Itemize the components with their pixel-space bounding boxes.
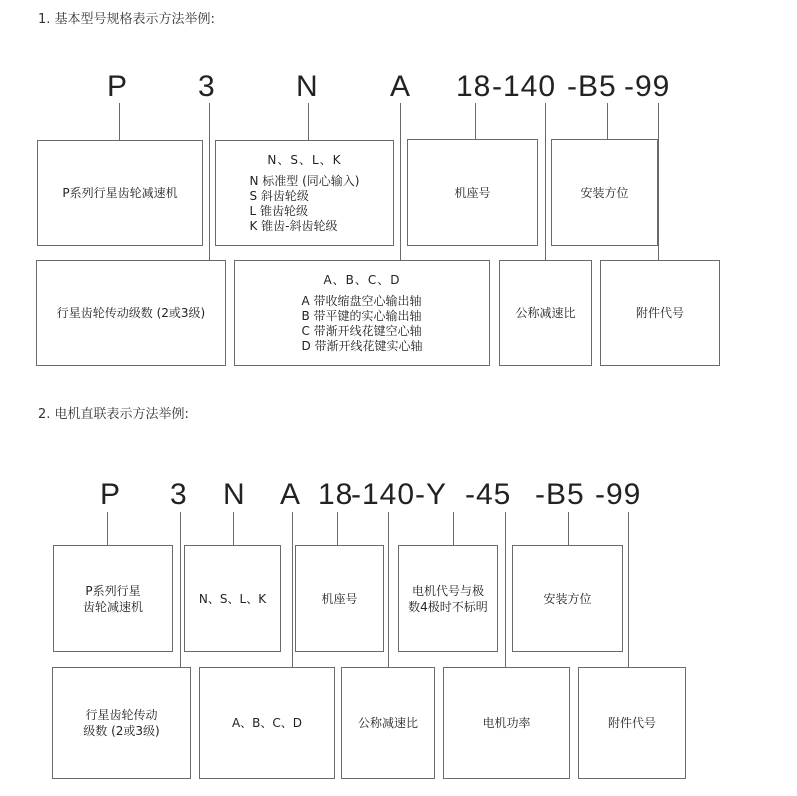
box2-power (443, 667, 570, 779)
code1-acc: -99 (624, 70, 671, 103)
box2-motor-line: 数4极时不标明 (408, 599, 488, 614)
connector-line (388, 512, 389, 667)
connector-line (453, 512, 454, 545)
connector-line (607, 103, 608, 139)
box-acc (600, 260, 720, 366)
box2-motor-line: 电机代号与极 (411, 583, 484, 598)
code2-stage: 3 (170, 478, 188, 511)
abcd-line: B 带平键的实心输出轴 (301, 309, 422, 323)
box-frame (407, 139, 538, 246)
code2-power: -45 (465, 478, 512, 511)
box-stages (36, 260, 226, 366)
box2-frame-label: 机座号 (321, 591, 358, 606)
box-type-nslk (215, 140, 394, 246)
code1-stage: 3 (198, 70, 216, 103)
box2-series (53, 545, 173, 652)
box-stages-label: 行星齿轮传动级数 (2或3级) (56, 306, 206, 320)
connector-line (107, 512, 108, 545)
box2-stages (52, 667, 191, 779)
code2-mount: -B5 (535, 478, 585, 511)
section2-heading: 2. 电机直联表示方法举例: (38, 407, 189, 422)
connector-line (119, 103, 120, 140)
box-mount-label: 安装方位 (580, 185, 629, 200)
connector-line (209, 103, 210, 260)
connector-line (337, 512, 338, 545)
box2-shaft-abcd (199, 667, 335, 779)
box2-power-label: 电机功率 (482, 716, 531, 730)
section1-heading: 1. 基本型号规格表示方法举例: (38, 12, 215, 27)
box-acc-label: 附件代号 (635, 306, 684, 320)
code1-ratio: -140 (492, 70, 557, 103)
nslk-line: N 标准型 (同心输入) (249, 174, 360, 188)
code2-p: P (100, 478, 122, 511)
box-series (37, 140, 203, 246)
code1-shaft: A (390, 70, 412, 103)
connector-line (475, 103, 476, 139)
abcd-title: A、B、C、D (323, 273, 401, 287)
nslk-line: K 锥齿-斜齿轮级 (249, 219, 338, 233)
nslk-title: N、S、L、K (267, 153, 342, 167)
box2-stages-line: 行星齿轮传动 (85, 708, 158, 722)
box2-ratio-label: 公称减速比 (357, 716, 418, 730)
connector-line (308, 103, 309, 140)
abcd-line: A 带收缩盘空心输出轴 (301, 294, 422, 308)
code2-acc: -99 (595, 478, 642, 511)
box-ratio-label: 公称减速比 (515, 306, 576, 320)
box2-type-nslk (184, 545, 281, 652)
connector-line (292, 512, 293, 667)
code1-type: N (296, 70, 319, 103)
box2-series-line: P系列行星 (85, 583, 141, 598)
abcd-line: D 带渐开线花键实心轴 (301, 339, 423, 353)
code2-motor: -Y (415, 478, 447, 511)
connector-line (400, 103, 401, 260)
code1-frame: 18 (456, 70, 492, 103)
code2-type: N (223, 478, 246, 511)
code2-frame: 18 (318, 478, 354, 511)
box2-mount-label: 安装方位 (543, 591, 592, 606)
box2-acc-label: 附件代号 (607, 716, 656, 730)
connector-line (545, 103, 546, 260)
connector-line (658, 103, 659, 260)
code2-shaft: A (280, 478, 302, 511)
abcd-line: C 带渐开线花键空心轴 (301, 324, 422, 338)
connector-line (505, 512, 506, 667)
connector-line (233, 512, 234, 545)
connector-line (180, 512, 181, 667)
code1-mount: -B5 (567, 70, 617, 103)
box2-stages-line: 级数 (2或3级) (83, 724, 160, 738)
box2-abcd-label: A、B、C、D (231, 716, 303, 730)
connector-line (628, 512, 629, 667)
box2-frame (295, 545, 384, 652)
box2-series-line: 齿轮减速机 (82, 599, 143, 614)
box-ratio (499, 260, 592, 366)
box-frame-label: 机座号 (454, 185, 491, 200)
nslk-line: S 斜齿轮级 (249, 189, 309, 203)
box2-ratio (341, 667, 435, 779)
box-mount (551, 139, 658, 246)
box-shaft-abcd (234, 260, 490, 366)
code1-p: P (107, 70, 129, 103)
box2-acc (578, 667, 686, 779)
box2-nslk-label: N、S、L、K (198, 591, 267, 606)
box2-mount (512, 545, 623, 652)
nslk-line: L 锥齿轮级 (249, 204, 309, 218)
box-series-label: P系列行星齿轮减速机 (62, 186, 178, 200)
code2-ratio: -140 (351, 478, 416, 511)
box2-motor (398, 545, 498, 652)
connector-line (568, 512, 569, 545)
